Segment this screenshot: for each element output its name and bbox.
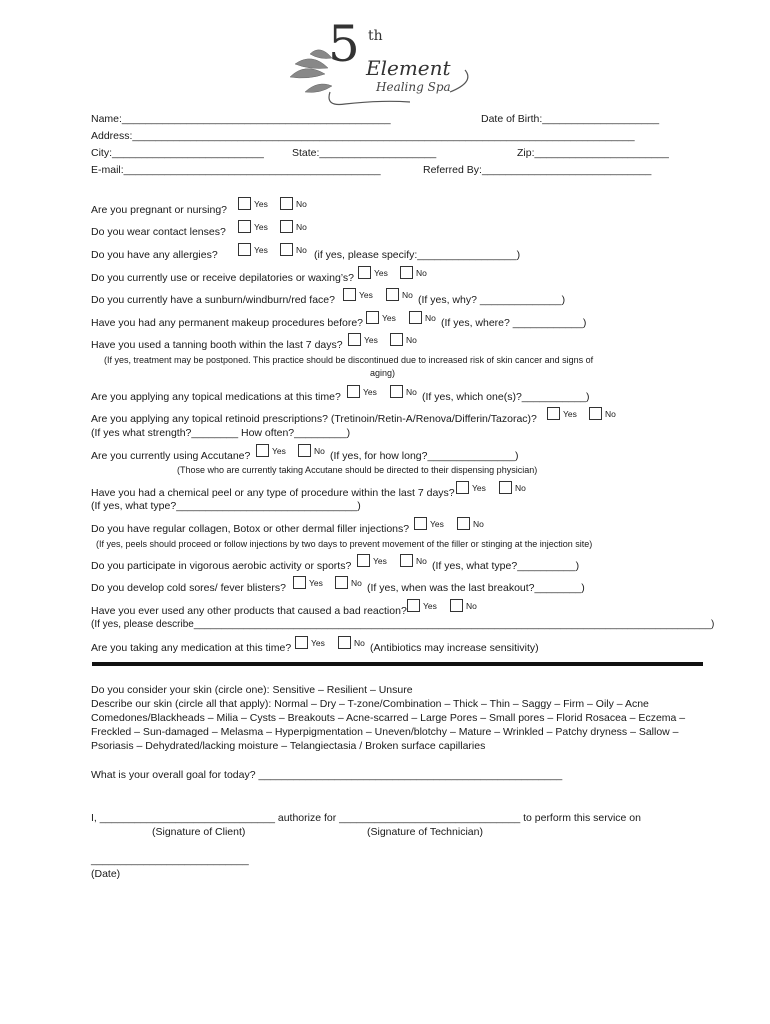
- overall-goal-field[interactable]: What is your overall goal for today? ____________________________________________________: [91, 769, 563, 781]
- question-sunburn: Do you currently have a sunburn/windburn/red face?: [91, 294, 335, 306]
- reaction-describe[interactable]: (If yes, please describe_____________________________________________________________________________________________): [91, 619, 715, 630]
- yes-label: Yes: [364, 335, 378, 345]
- injections-no-checkbox[interactable]: [457, 517, 470, 530]
- no-label: No: [296, 199, 307, 209]
- yes-label: Yes: [382, 313, 396, 323]
- allergies-no-checkbox[interactable]: [280, 243, 293, 256]
- date-label: (Date): [91, 868, 121, 880]
- injections-yes-checkbox[interactable]: [414, 517, 427, 530]
- tanning-note: (If yes, treatment may be postponed. This practice should be discontinued due to increased risk of skin cancer and signs of: [104, 355, 594, 365]
- coldsores-yes-checkbox[interactable]: [293, 576, 306, 589]
- skin-describe-line4[interactable]: Psoriasis – Dehydrated/lacking moisture – Telangiectasia / Broken surface capillaries: [91, 740, 486, 752]
- yes-label: Yes: [423, 601, 437, 611]
- no-label: No: [416, 268, 427, 278]
- yes-label: Yes: [272, 446, 286, 456]
- zip-field[interactable]: Zip:_______________________: [517, 147, 669, 159]
- coldsores-no-checkbox[interactable]: [335, 576, 348, 589]
- accutane-yes-checkbox[interactable]: [256, 444, 269, 457]
- yes-label: Yes: [563, 409, 577, 419]
- question-waxing: Do you currently use or receive depilatories or waxing’s?: [91, 272, 355, 284]
- retinoid-strength[interactable]: (If yes what strength?________ How often?_________): [91, 427, 351, 439]
- accutane-no-checkbox[interactable]: [298, 444, 311, 457]
- contacts-no-checkbox[interactable]: [280, 220, 293, 233]
- question-pregnant: Are you pregnant or nursing?: [91, 204, 228, 216]
- logo-numeral: 5: [328, 15, 360, 73]
- skin-describe-line3[interactable]: Freckled – Sun-damaged – Melasma – Hyperpigmentation – Uneven/blotchy – Mature – Wrinkled – Patchy dryness – Sallow –: [91, 726, 679, 738]
- tanning-yes-checkbox[interactable]: [348, 333, 361, 346]
- referred-by-field[interactable]: Referred By:_____________________________: [423, 164, 652, 176]
- tanning-note-end: aging): [370, 368, 396, 378]
- yes-label: Yes: [359, 290, 373, 300]
- yes-label: Yes: [254, 245, 268, 255]
- no-label: No: [473, 519, 484, 529]
- contacts-yes-checkbox[interactable]: [238, 220, 251, 233]
- allergies-yes-checkbox[interactable]: [238, 243, 251, 256]
- medication-yes-checkbox[interactable]: [295, 636, 308, 649]
- peel-yes-checkbox[interactable]: [456, 481, 469, 494]
- topical-no-checkbox[interactable]: [390, 385, 403, 398]
- question-aerobic: Do you participate in vigorous aerobic activity or sports?: [91, 560, 352, 572]
- yes-label: Yes: [363, 387, 377, 397]
- yes-label: Yes: [254, 199, 268, 209]
- yes-label: Yes: [374, 268, 388, 278]
- sunburn-yes-checkbox[interactable]: [343, 288, 356, 301]
- waxing-yes-checkbox[interactable]: [358, 266, 371, 279]
- reaction-yes-checkbox[interactable]: [407, 599, 420, 612]
- no-label: No: [296, 245, 307, 255]
- section-divider: [92, 662, 703, 666]
- question-topical-meds: Are you applying any topical medications at this time?: [91, 391, 341, 403]
- tanning-no-checkbox[interactable]: [390, 333, 403, 346]
- date-field[interactable]: ___________________________: [91, 854, 249, 866]
- question-contacts: Do you wear contact lenses?: [91, 226, 226, 238]
- no-label: No: [406, 335, 417, 345]
- medication-note: (Antibiotics may increase sensitivity): [370, 642, 539, 654]
- sunburn-why[interactable]: (If yes, why? ______________): [418, 294, 566, 306]
- question-medication: Are you taking any medication at this time?: [91, 642, 292, 654]
- topical-yes-checkbox[interactable]: [347, 385, 360, 398]
- question-injections: Do you have regular collagen, Botox or other dermal filler injections?: [91, 523, 410, 535]
- pregnant-yes-checkbox[interactable]: [238, 197, 251, 210]
- accutane-note: (Those who are currently taking Accutane should be directed to their dispensing physician): [177, 465, 538, 475]
- waxing-no-checkbox[interactable]: [400, 266, 413, 279]
- medication-no-checkbox[interactable]: [338, 636, 351, 649]
- dob-field[interactable]: Date of Birth:____________________: [481, 113, 660, 125]
- peel-type[interactable]: (If yes, what type?_______________________________): [91, 500, 361, 512]
- no-label: No: [314, 446, 325, 456]
- no-label: No: [402, 290, 413, 300]
- skin-describe-line1[interactable]: Describe our skin (circle all that apply): Normal – Dry – T-zone/Combination – Thick – Thin – Saggy – Firm – Oily – Acne: [91, 698, 649, 710]
- coldsores-last[interactable]: (If yes, when was the last breakout?________): [367, 582, 585, 594]
- topical-which[interactable]: (If yes, which one(s)?___________): [422, 391, 590, 403]
- yes-label: Yes: [254, 222, 268, 232]
- signature-client-label: (Signature of Client): [152, 826, 246, 838]
- logo-spa-text: Healing Spa: [376, 80, 451, 94]
- yes-label: Yes: [309, 578, 323, 588]
- question-tanning: Have you used a tanning booth within the last 7 days?: [91, 339, 343, 351]
- authorization-line[interactable]: I, ______________________________ authorize for _______________________________ to perform this service on: [91, 812, 641, 824]
- question-cold-sores: Do you develop cold sores/ fever blisters?: [91, 582, 286, 594]
- makeup-yes-checkbox[interactable]: [366, 311, 379, 324]
- question-chemical-peel: Have you had a chemical peel or any type of procedure within the last 7 days?: [91, 487, 455, 499]
- no-label: No: [515, 483, 526, 493]
- sunburn-no-checkbox[interactable]: [386, 288, 399, 301]
- signature-technician-label: (Signature of Technician): [367, 826, 483, 838]
- skin-describe-line2[interactable]: Comedones/Blackheads – Milia – Cysts – Breakouts – Acne-scarred – Large Pores – Small pores – Florid Rosacea – Eczema –: [91, 712, 686, 724]
- reaction-no-checkbox[interactable]: [450, 599, 463, 612]
- question-retinoid: Are you applying any topical retinoid prescriptions? (Tretinoin/Retin-A/Renova/Differin/Tazorac)?: [91, 413, 537, 425]
- peel-no-checkbox[interactable]: [499, 481, 512, 494]
- question-permanent-makeup: Have you had any permanent makeup procedures before?: [91, 317, 364, 329]
- email-field[interactable]: E-mail:____________________________________________: [91, 164, 381, 176]
- no-label: No: [296, 222, 307, 232]
- question-bad-reaction: Have you ever used any other products that caused a bad reaction?: [91, 605, 407, 617]
- accutane-how-long[interactable]: (If yes, for how long?_______________): [330, 450, 519, 462]
- makeup-no-checkbox[interactable]: [409, 311, 422, 324]
- aerobic-type[interactable]: (If yes, what type?__________): [432, 560, 580, 572]
- address-field[interactable]: Address:______________________________________________________________________________________: [91, 130, 635, 142]
- no-label: No: [354, 638, 365, 648]
- skin-type-question[interactable]: Do you consider your skin (circle one): Sensitive – Resilient – Unsure: [91, 684, 413, 696]
- logo-element-text: Element: [366, 56, 451, 80]
- pregnant-no-checkbox[interactable]: [280, 197, 293, 210]
- no-label: No: [425, 313, 436, 323]
- spa-logo: [270, 15, 500, 112]
- no-label: No: [416, 556, 427, 566]
- name-field[interactable]: Name:______________________________________________: [91, 113, 391, 125]
- retinoid-no-checkbox[interactable]: [589, 407, 602, 420]
- yes-label: Yes: [373, 556, 387, 566]
- makeup-where[interactable]: (If yes, where? ____________): [441, 317, 587, 329]
- yes-label: Yes: [472, 483, 486, 493]
- injections-note: (If yes, peels should proceed or follow injections by two days to prevent movement of the filler or stinging at the injection site): [96, 539, 593, 549]
- yes-label: Yes: [430, 519, 444, 529]
- no-label: No: [605, 409, 616, 419]
- allergies-specify[interactable]: (if yes, please specify:_________________): [314, 249, 521, 261]
- aerobic-no-checkbox[interactable]: [400, 554, 413, 567]
- city-field[interactable]: City:__________________________: [91, 147, 264, 159]
- no-label: No: [406, 387, 417, 397]
- no-label: No: [351, 578, 362, 588]
- retinoid-yes-checkbox[interactable]: [547, 407, 560, 420]
- aerobic-yes-checkbox[interactable]: [357, 554, 370, 567]
- state-field[interactable]: State:____________________: [292, 147, 437, 159]
- question-allergies: Do you have any allergies?: [91, 249, 218, 261]
- yes-label: Yes: [311, 638, 325, 648]
- no-label: No: [466, 601, 477, 611]
- question-accutane: Are you currently using Accutane?: [91, 450, 251, 462]
- logo-superscript: th: [368, 28, 383, 44]
